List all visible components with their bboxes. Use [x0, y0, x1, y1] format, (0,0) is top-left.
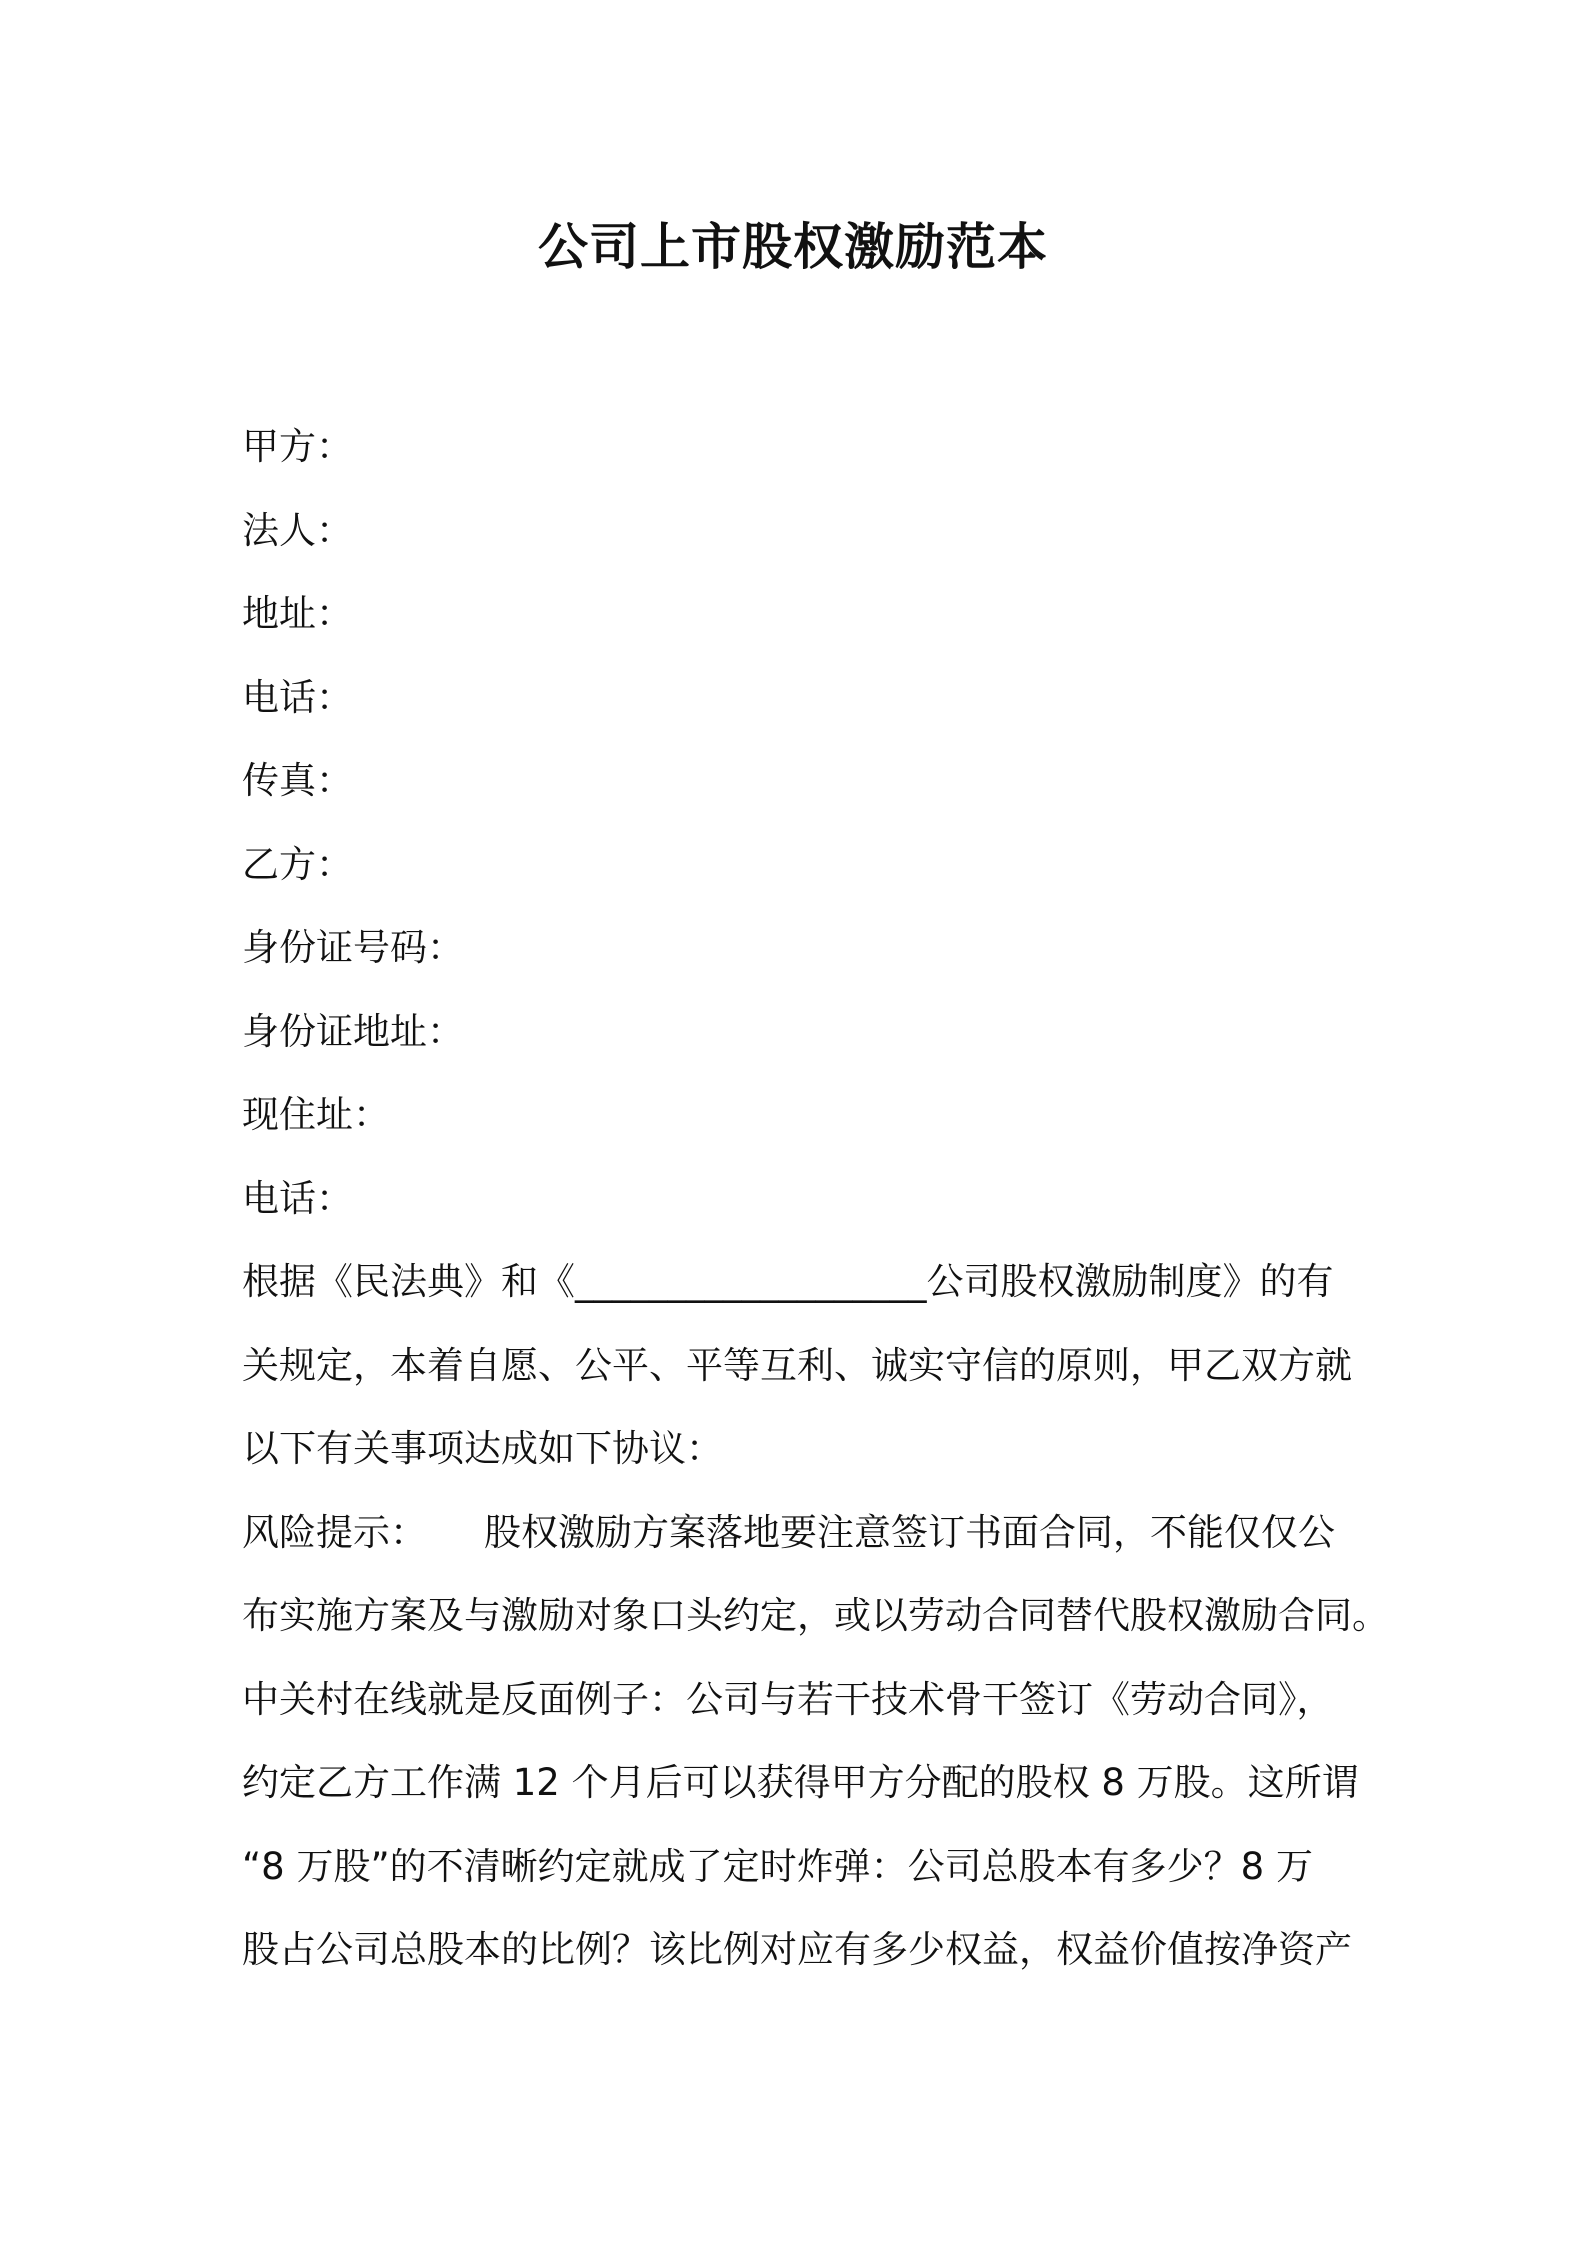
intro-line: 以下有关事项达成如下协议： — [242, 1427, 723, 1470]
address-field: 地址： — [242, 592, 353, 635]
legal-person-field: 法人： — [242, 508, 353, 552]
intro-paragraph — [242, 1240, 1362, 1491]
risk-line: 约定乙方工作满 12 个月后可以获得甲方分配的股权 8 万股。这所谓 — [242, 1761, 1359, 1804]
phone-field: 电话： — [242, 675, 353, 719]
party-b-phone-field: 电话： — [242, 1176, 353, 1220]
risk-line: 布实施方案及与激励对象口头约定，或以劳动合同替代股权激励合同。 — [242, 1594, 1389, 1637]
risk-line: 中关村在线就是反面例子：公司与若干技术骨干签订《劳动合同》， — [242, 1677, 1334, 1721]
party-a-field: 甲方： — [242, 425, 353, 468]
risk-line: 股权激励方案落地要注意签订书面合同，不能仅仅公 — [484, 1510, 1335, 1554]
risk-paragraph — [242, 1491, 1389, 1992]
risk-line: 股占公司总股本的比例？该比例对应有多少权益，权益价值按净资产 — [242, 1928, 1352, 1971]
id-address-field: 身份证地址： — [242, 1009, 464, 1053]
current-address-field: 现住址： — [242, 1093, 390, 1136]
id-number-field: 身份证号码： — [242, 926, 464, 969]
party-b-field: 乙方： — [242, 842, 353, 886]
risk-line-first — [242, 1491, 1362, 1575]
document-body — [242, 405, 1389, 1992]
risk-line: “8 万股”的不清晰约定就成了定时炸弹：公司总股本有多少？8 万 — [242, 1844, 1313, 1888]
risk-label: 风险提示： — [242, 1510, 427, 1554]
document-title: 公司上市股权激励范本 — [538, 218, 1048, 276]
intro-line: 根据《民法典》和《___________________公司股权激励制度》的有 — [242, 1260, 1334, 1303]
intro-line: 关规定，本着自愿、公平、平等互利、诚实守信的原则，甲乙双方就 — [242, 1343, 1352, 1387]
fax-field: 传真： — [242, 759, 353, 802]
